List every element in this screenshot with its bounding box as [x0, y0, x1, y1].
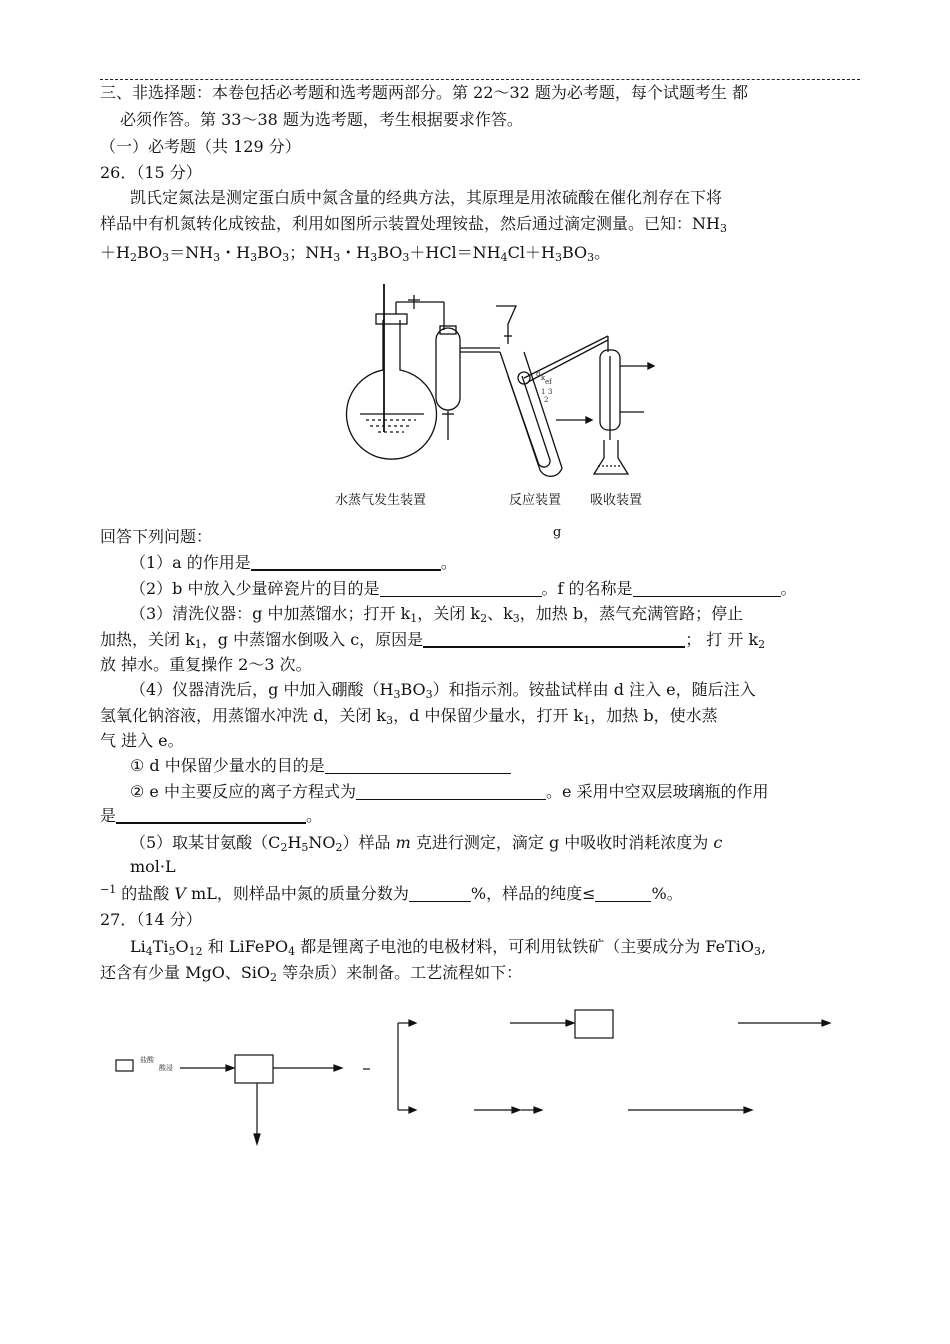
q26-sub4-line1: （4）仪器清洗后，g 中加入硼酸$(H_3BO_3)$和指示剂。铵盐试样由 d 注入 e，随后注入 [130, 680, 756, 701]
flow-source-box [116, 1060, 133, 1071]
q26-number: 26．（15 分） [100, 163, 202, 182]
q26-sub3-line2: 加热，关闭 $k_1$，g 中蒸馏水倒吸入 c，原因是 ； 打 开 $k_2$ [100, 630, 766, 651]
answer-prompt: 回答下列问题： [100, 527, 213, 546]
figure-label-1: 1 [541, 388, 546, 396]
figure-label-d: d [536, 370, 541, 378]
section-header-line1: 三、非选择题：本卷包括必考题和选考题两部分。第 22～32 题为必考题，每个试题考生 都 [100, 83, 748, 102]
required-header: （一）必考题（共 129 分） [100, 137, 301, 156]
figure-label-ef: ef [545, 378, 552, 386]
q27-line2: 还含有少量 MgO、SiO$_2$ 等杂质）来制备。工艺流程如下： [100, 963, 523, 984]
flow-process-box [575, 1010, 613, 1038]
q26-sub5-line1: （5）取某甘氨酸$(C_2H_5NO_2)$样品 m 克进行测定，滴定 g 中吸收时消耗浓度为 c [130, 833, 723, 854]
q26-equations: $+H_2BO_3=NH_3$・$H_3BO_3$；$NH_3$・$H_3BO_3+HCl=NH_4Cl+H_3BO_3$。 [100, 243, 611, 264]
q26-sub2: （2）b 中放入少量碎瓷片的目的是 。f 的名称是 。 [130, 579, 797, 598]
q26-sub1: （1）a 的作用是 。 [130, 553, 457, 572]
caption-absorption: 吸收装置 [590, 493, 643, 508]
q27-line1: $Li_4Ti_5O_{12}$ 和 LiFePO$_4$ 都是锂离子电池的电极材料，可利用钛铁矿（主要成分为 FeTiO$_3$, [130, 937, 767, 958]
q26-sub5-line3: $^{-1}$ 的盐酸 V mL，则样品中氮的质量分数为 %，样品的纯度≤ %。 [100, 883, 683, 903]
section-header-line2: 必须作答。第 33～38 题为选考题，考生根据要求作答。 [120, 110, 523, 129]
q26-intro-line1: 凯氏定氮法是测定蛋白质中氮含量的经典方法，其原理是用浓硫酸在催化剂存在下将 [130, 188, 723, 207]
flow-acid-leach-box [235, 1055, 273, 1083]
q26-intro-line2: 样品中有机氮转化成铵盐，利用如图所示装置处理铵盐，然后通过滴定测量。已知：$NH_3$ [100, 214, 727, 235]
q26-sub3-line1: （3）清洗仪器：g 中加蒸馏水；打开 $k_1$，关闭 $k_2$、$k_3$，加热 b，蒸气充满管路；停止 [130, 604, 744, 625]
caption-reaction: 反应装置 [509, 493, 562, 508]
figure-label-3: 3 [548, 388, 553, 396]
flow-label-leach: 酸浸 [159, 1064, 173, 1072]
figure-label-k: k [541, 374, 546, 382]
q26-sub4-c: 是 。 [100, 806, 323, 825]
q26-sub4-line2: 氢氧化钠溶液，用蒸馏水冲洗 d，关闭 $k_3$，d 中保留少量水，打开 $k_1$，加热 b，使水蒸 [100, 706, 718, 727]
q26-sub4-a: ① d 中保留少量水的目的是 [130, 756, 860, 776]
caption-steam-generator: 水蒸气发生装置 [335, 493, 427, 508]
q26-sub4-line3: 气 进入 e。 [100, 731, 184, 750]
caption-g: g [553, 525, 562, 540]
q26-sub3-line3: 放 掉水。重复操作 2～3 次。 [100, 655, 312, 674]
figure-label-2: 2 [544, 396, 549, 404]
q27-number: 27．（14 分） [100, 910, 202, 929]
q26-sub4-b: ② e 中主要反应的离子方程式为 。e 采用中空双层玻璃瓶的作用 [130, 782, 769, 801]
q26-sub5-line2: mol·L [130, 857, 176, 876]
flow-label-hcl: 盐酸 [140, 1056, 154, 1064]
